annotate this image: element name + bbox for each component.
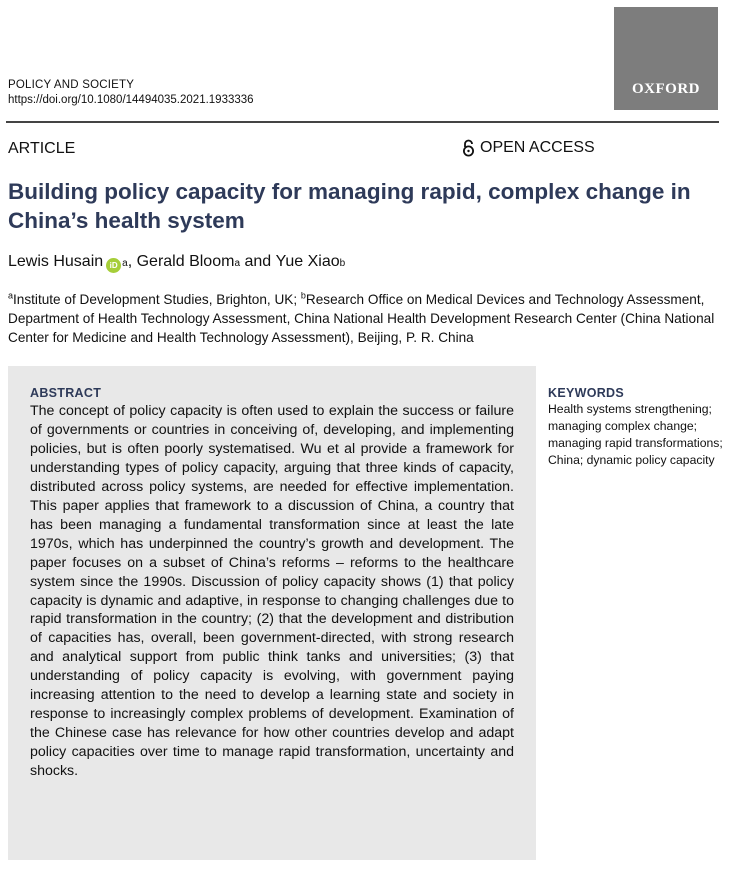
journal-info (8, 78, 254, 108)
author-separator: and (240, 253, 276, 270)
author-list: Lewis Husain iD a , Gerald Bloom a and Yue Xiao b (8, 253, 345, 271)
logo-text: OXFORD (632, 81, 700, 97)
author-name[interactable]: Yue Xiao (275, 253, 340, 270)
keywords-heading: KEYWORDS (548, 386, 625, 400)
article-type: ARTICLE (8, 140, 76, 157)
author-name[interactable]: Lewis Husain (8, 253, 104, 270)
abstract-box (8, 366, 536, 860)
keywords-section (548, 386, 728, 469)
affiliation-mark: b (300, 290, 306, 301)
doi-link[interactable]: https://doi.org/10.1080/14494035.2021.1933336 (8, 94, 254, 106)
open-lock-icon (462, 139, 475, 157)
header-rule (6, 121, 719, 123)
article-title: Building policy capacity for managing rapid, complex change in China’s health system (8, 179, 691, 233)
publisher-logo (614, 7, 718, 110)
journal-name: POLICY AND SOCIETY (8, 79, 135, 91)
affiliations (8, 290, 723, 347)
open-access-label: OPEN ACCESS (480, 139, 595, 156)
affiliation-mark: a (8, 290, 14, 301)
abstract-text: The concept of policy capacity is often used to explain the success or failure of governments or countries in conceiving of, developing, and implementing policies, but is often poorly systematised. Wu et al provide a framework for understanding types of policy capacity, arguing that three kinds of capacity, distributed across policy systems, are needed for effective implementation. This paper applies that framework to a discussion of China, a country that has been managing a fundamental transformation since at least the late 1970s, which has underpinned the country’s growth and development. The paper focuses on a subset of China’s reforms – reforms to the healthcare system since the 1990s. Discussion of policy capacity shows (1) that policy capacity is dynamic and adaptive, in response to changing challenges due to rapid transformation in the country; (2) that the development and distribution of capacities has, overall, been government-directed, with strong research and analytical support from public think tanks and universities; (3) that understanding of policy capacity is evolving, with government paying increasing attention to the need to develop a learning state and society in response to increasingly complex problems of development. Examination of the Chinese case has relevance for how other countries develop and adapt policy capacities over time to manage rapid transformation, uncertainty and shocks. (30, 403, 514, 780)
affiliation-b: Research Office on Medical Devices and Technology Assessment, Department of Health Technology Assessment, China National Health Development Research Center (China National Center for Medicine and Health Technology Assessment), Beijing, P. R. China (8, 292, 715, 345)
author-separator: , (127, 253, 137, 270)
keywords-text: Health systems strengthening; managing complex change; managing rapid transformations; China; dynamic policy capacity (548, 402, 723, 467)
open-access-badge (462, 139, 595, 157)
orcid-icon[interactable]: iD (106, 258, 121, 273)
affiliation-a: Institute of Development Studies, Brighton, UK; (13, 292, 301, 307)
abstract-heading: ABSTRACT (30, 386, 102, 400)
author-name[interactable]: Gerald Bloom (136, 253, 235, 270)
